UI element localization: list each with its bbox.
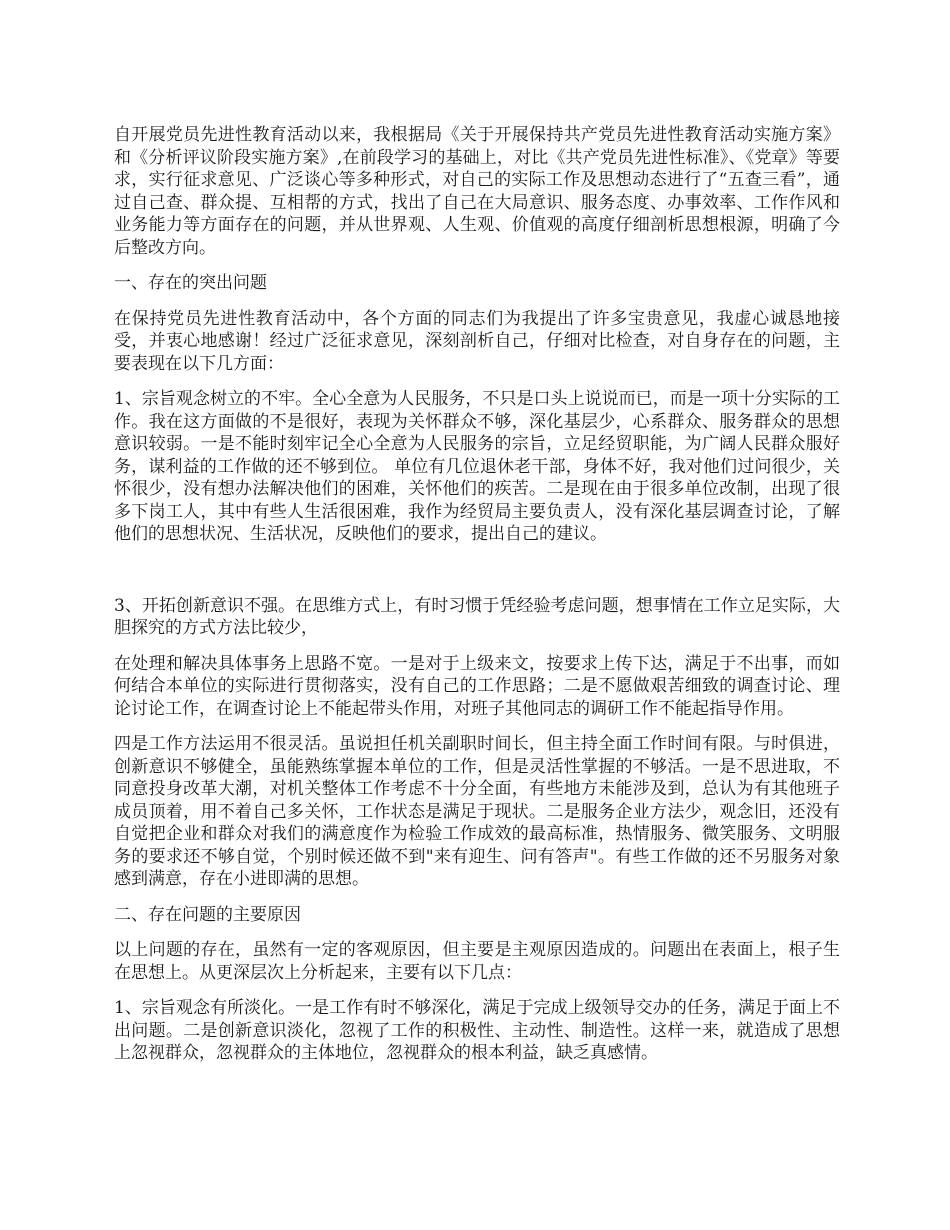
problem-3-detail-paragraph: 在处理和解决具体事务上思路不宽。一是对于上级来文，按要求上传下达，满足于不出事，而如何结合本单位的实际进行贯彻落实，没有自己的工作思路；二是不愿做艰苦细致的调查讨论、理论讨论工作，在调查讨论上不能起带头作用，对班子其他同志的调研工作不能起指导作用。 — [114, 653, 840, 719]
section-2-intro-paragraph: 以上问题的存在，虽然有一定的客观原因，但主要是主观原因造成的。问题出在表面上，根子生在思想上。从更深层次上分析起来，主要有以下几点： — [114, 940, 840, 983]
cause-1-paragraph: 1、宗旨观念有所淡化。一是工作有时不够深化，满足于完成上级领导交办的任务，满足于面上不出问题。二是创新意识淡化，忽视了工作的积极性、主动性、制造性。这样一来，就造成了思想上忽视群众，忽视群众的主体地位，忽视群众的根本利益，缺乏真感情。 — [114, 998, 840, 1063]
blank-gap — [114, 559, 840, 595]
section-1-intro-paragraph: 在保持党员先进性教育活动中，各个方面的同志们为我提出了许多宝贵意见，我虚心诚恳地接受，并衷心地感谢！经过广泛征求意见，深刻剖析自己，仔细对比检查，对自身存在的问题，主要表现在以下几方面： — [114, 308, 840, 374]
section-heading-2: 二、存在问题的主要原因 — [114, 904, 301, 925]
problem-4-paragraph: 四是工作方法运用不很灵活。虽说担任机关副职时间长，但主持全面工作时间有限。与时俱进，创新意识不够健全，虽能熟练掌握本单位的工作，但是灵活性掌握的不够活。一是不思进取，不同意投身改革大潮，对机关整体工作考虑不十分全面，有些地方未能涉及到，总认为有其他班子成员顶着，用不着自己多关怀，工作状态是满足于现状。二是服务企业方法少，观念旧，还没有自觉把企业和群众对我们的满意度作为检验工作成效的最高标准，热情服务、微笑服务、文明服务的要求还不够自觉，个别时候还做不到"来有迎生、问有答声"。有些工作做的还不另服务对象感到满意，存在小进即满的思想。 — [114, 734, 840, 889]
problem-1-paragraph: 1、宗旨观念树立的不牢。全心全意为人民服务，不只是口头上说说而已，而是一项十分实际的工作。我在这方面做的不是很好，表现为关怀群众不够，深化基层少，心系群众、服务群众的思想意识较弱。一是不能时刻牢记全心全意为人民服务的宗旨，立足经贸职能，为广阔人民群众服好务，谋利益的工作做的还不够到位。 单位有几位退休老干部，身体不好，我对他们过问很少，关怀很少，没有想办法解决他们的困难，关怀他们的疾苦。二是现在由于很多单位改制，出现了很多下岗工人，其中有些人生活很困难，我作为经贸局主要负责人，没有深化基层调查讨论，了解他们的思想状况、生活状况，反映他们的要求，提出自己的建议。 — [114, 389, 840, 544]
document-body — [114, 124, 840, 1078]
problem-3-paragraph: 3、开拓创新意识不强。在思维方式上，有时习惯于凭经验考虑问题，想事情在工作立足实际，大胆探究的方式方法比较少， — [114, 595, 840, 638]
section-heading-1: 一、存在的突出问题 — [114, 273, 267, 293]
intro-paragraph: 自开展党员先进性教育活动以来，我根据局《关于开展保持共产党员先进性教育活动实施方案》和《分析评议阶段实施方案》,在前段学习的基础上，对比《共产党员先进性标准》、《党章》等要求，实行征求意见、广泛谈心等多种形式，对自己的实际工作及思想动态进行了“五查三看”，通过自己查、群众提、互相帮的方式，找出了自己在大局意识、服务态度、办事效率、工作作风和业务能力等方面存在的问题，并从世界观、人生观、价值观的高度仔细剖析思想根源，明确了今后整改方向。 — [114, 125, 840, 258]
